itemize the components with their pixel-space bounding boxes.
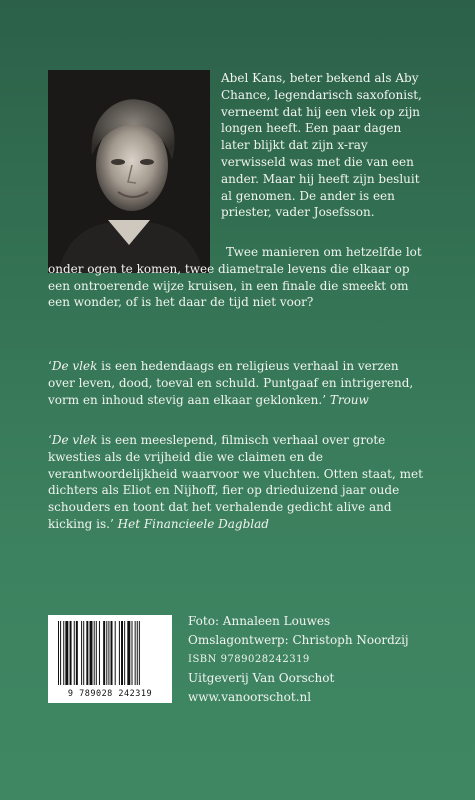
publisher-name: Uitgeverij Van Oorschot (188, 671, 335, 685)
quote-text: is een meeslepend, filmisch verhaal over grote kwesties als de vrijheid die we claimen en de verantwoordelijkheid waarvoor we vluchten. Otten staat, met dichters als Eliot en Nijhoff, fier op drieduizend jaar oude schouders en toont dat het verhalende gedicht alive and kicking is.’ (48, 433, 423, 531)
quote-book-title: De vlek (51, 433, 98, 447)
quote-text: is een hedendaags en religieus verhaal in verzen over leven, dood, toeval en schuld. Puntgaaf en intrigerend, vorm en inhoud stevig aan elkaar geklonken.’ (48, 359, 414, 407)
photo-credit: Foto: Annaleen Louwes (188, 614, 331, 628)
barcode-number: 9 789028 242319 (67, 689, 153, 699)
quote-source: Het Financieele Dagblad (117, 516, 269, 531)
blurb-paragraph-1: Abel Kans, beter bekend als Aby Chance, legendarisch saxofonist, verneemt dat hij een vlek op zijn longen heeft. Een paar dagen later blijkt dat zijn x-ray verwisseld was met die van een ander. Maar hij heeft zijn besluit al genomen. De ander is een priester, vader Josefsson. (221, 71, 422, 220)
cover-design-credit: Omslagontwerp: Christoph Noordzij (188, 633, 409, 647)
author-photo (48, 70, 210, 273)
review-quote-financieele-dagblad: ‘De vlek is een meeslepend, filmisch verhaal over grote kwesties als de vrijheid die we claimen en de verantwoordelijkheid waarvoor we vluchten. Otten staat, met dichters als Eliot en Nijhoff, fier op drieduizend jaar oude schouders en toont dat het verhalende gedicht alive and kicking is.’ Het Financieele Dagblad (48, 433, 423, 531)
review-quote-trouw: ‘De vlek is een hedendaags en religieus verhaal in verzen over leven, dood, toeval en schuld. Puntgaaf en intrigerend, vorm en inhoud stevig aan elkaar geklonken.’ Trouw (48, 359, 414, 407)
quote-book-title: De vlek (51, 359, 98, 373)
blurb-paragraph-2: Twee manieren om hetzelfde lot onder ogen te komen, twee diametrale levens die elkaar op een ontroerende wijze kruisen, in een finale die smeekt om een wonder, of is het daar de tijd niet voor? (48, 245, 422, 310)
publisher-website[interactable]: www.vanoorschot.nl (188, 690, 312, 704)
colophon (188, 612, 428, 707)
quote-source: Trouw (329, 392, 369, 407)
author-portrait-image (48, 70, 210, 273)
isbn-line: ISBN 9789028242319 (188, 654, 310, 665)
isbn-barcode (48, 615, 172, 703)
barcode-bars (56, 621, 164, 685)
